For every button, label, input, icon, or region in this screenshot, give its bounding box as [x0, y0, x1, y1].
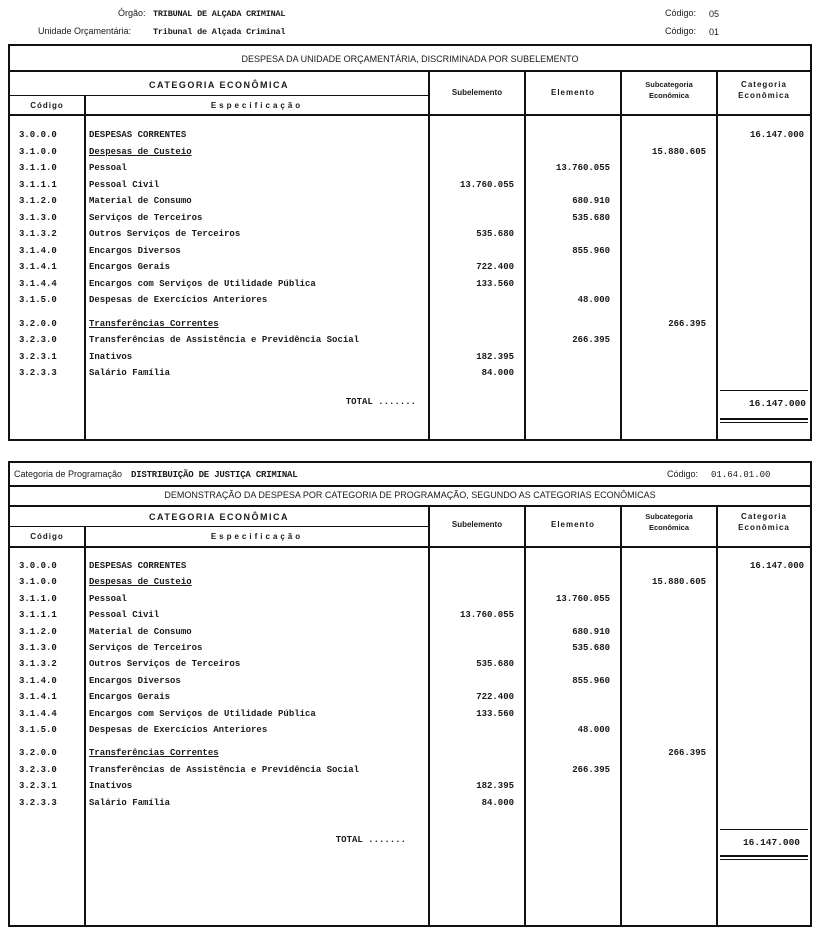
elemento-header: Elemento [550, 88, 595, 97]
row-subelemento: 182.395 [476, 781, 514, 792]
row-elemento: 680.910 [572, 626, 610, 637]
row-specification: Pessoal [89, 163, 127, 173]
row-code: 3.2.3.0 [19, 335, 57, 345]
row-elemento: 535.680 [572, 212, 610, 223]
orgao-label: Órgão: [118, 8, 146, 18]
row-subelemento: 84.000 [481, 368, 514, 378]
table-row [10, 627, 810, 643]
table-row [10, 279, 810, 295]
row-subelemento: 133.560 [476, 278, 514, 289]
row-code: 3.2.3.0 [19, 764, 57, 775]
row-specification: Despesas de Exercícios Anteriores [89, 725, 268, 735]
row-subelemento: 84.000 [481, 797, 514, 808]
table-row [10, 692, 810, 708]
codigo-unidade: 01 [709, 27, 720, 37]
total-label: TOTAL ....... [345, 397, 416, 407]
block1-title: DESPESA DA UNIDADE ORÇAMENTÁRIA, DISCRIMINADA POR SUBELEMENTO [241, 54, 579, 64]
row-specification: Pessoal Civil [89, 179, 160, 190]
row-specification: Encargos Diversos [89, 675, 181, 686]
despesa-por-categoria-table [8, 461, 812, 927]
table-row [10, 748, 810, 764]
table-row [10, 229, 810, 245]
categoria-header-2: Categoria Econômica [738, 512, 790, 532]
row-specification: DESPESAS CORRENTES [89, 561, 187, 571]
row-code: 3.2.0.0 [19, 318, 57, 329]
row-elemento: 266.395 [572, 764, 610, 775]
row-code: 3.1.1.0 [19, 163, 57, 173]
table-row [10, 725, 810, 741]
row-subcategoria: 15.880.605 [651, 146, 706, 157]
row-specification: Encargos Gerais [89, 262, 171, 272]
table-row [10, 295, 810, 311]
row-code: 3.1.0.0 [19, 577, 57, 588]
row-subelemento: 13.760.055 [459, 179, 514, 190]
unidade-label: Unidade Orçamentária: [38, 26, 132, 36]
row-code: 3.1.5.0 [19, 295, 57, 305]
row-subelemento: 133.560 [476, 708, 514, 719]
row-code: 3.2.3.1 [19, 351, 57, 362]
row-code: 3.2.0.0 [19, 748, 57, 759]
total-value-2: 16.147.000 [742, 837, 800, 848]
table-row [10, 319, 810, 335]
row-subcategoria: 15.880.605 [651, 577, 706, 588]
row-elemento: 680.910 [572, 196, 610, 206]
row-specification: Outros Serviços de Terceiros [89, 229, 241, 239]
subelemento-header-2: Subelemento [451, 520, 503, 529]
table-row [10, 262, 810, 278]
row-elemento: 266.395 [572, 335, 610, 345]
row-code: 3.1.4.4 [19, 278, 57, 289]
row-subelemento: 535.680 [476, 229, 514, 239]
row-code: 3.1.4.1 [19, 262, 57, 272]
row-specification: Encargos com Serviços de Utilidade Pública [89, 278, 316, 289]
categoria-economica-header: CATEGORIA ECONÔMICA [149, 80, 289, 90]
table-row [10, 147, 810, 163]
row-specification: Serviços de Terceiros [89, 212, 203, 223]
row-code: 3.1.4.1 [19, 692, 57, 703]
categoria-programacao-label: Categoria de Programação [14, 469, 123, 479]
table-row [10, 368, 810, 384]
row-code: 3.1.3.0 [19, 643, 57, 653]
table-row [10, 335, 810, 351]
row-specification: Pessoal [89, 593, 127, 604]
row-code: 3.2.3.3 [19, 368, 57, 378]
especificacao-header: Especificação [210, 101, 304, 110]
row-subelemento: 13.760.055 [459, 610, 514, 621]
row-specification: Serviços de Terceiros [89, 643, 203, 653]
table-row [10, 610, 810, 626]
table-row [10, 643, 810, 659]
row-specification: Salário Família [89, 797, 171, 808]
row-specification: Encargos Diversos [89, 245, 181, 256]
subcategoria-header: Subcategoria Econômica [645, 80, 693, 100]
table-row [10, 180, 810, 196]
table-row [10, 213, 810, 229]
table-row [10, 676, 810, 692]
row-specification: Material de Consumo [89, 196, 192, 206]
orgao-value: TRIBUNAL DE ALÇADA CRIMINAL [153, 9, 286, 19]
subelemento-header: Subelemento [451, 88, 503, 97]
row-elemento: 535.680 [572, 643, 610, 653]
row-code: 3.1.1.0 [19, 593, 57, 604]
row-code: 3.1.5.0 [19, 725, 57, 735]
row-code: 3.2.3.3 [19, 797, 57, 808]
elemento-header-2: Elemento [550, 520, 595, 529]
row-specification: Pessoal Civil [89, 610, 160, 621]
codigo-label-3: Código: [667, 469, 699, 479]
row-specification: Inativos [89, 351, 133, 362]
row-specification: Encargos Gerais [89, 692, 171, 703]
total-label-2: TOTAL ....... [335, 835, 406, 845]
row-specification: Inativos [89, 781, 133, 792]
row-specification: Salário Família [89, 368, 171, 378]
row-code: 3.1.1.1 [19, 610, 57, 621]
codigo-orgao: 05 [709, 9, 720, 19]
categoria-header: Categoria Econômica [738, 80, 790, 100]
row-code: 3.1.3.2 [19, 229, 57, 239]
row-specification: DESPESAS CORRENTES [89, 130, 187, 140]
row-specification: Outros Serviços de Terceiros [89, 659, 241, 670]
row-code: 3.1.1.1 [19, 179, 57, 190]
row-code: 3.1.4.0 [19, 675, 57, 686]
subcategoria-header-2: Subcategoria Econômica [645, 512, 693, 532]
row-categoria: 16.147.000 [749, 130, 804, 140]
codigo-label-2: Código: [665, 26, 697, 36]
codigo-header: Código [30, 101, 64, 110]
row-subcategoria: 266.395 [668, 748, 706, 759]
table-row [10, 798, 810, 814]
row-specification: Material de Consumo [89, 626, 192, 637]
table-row [10, 561, 810, 577]
row-specification: Encargos com Serviços de Utilidade Pública [89, 708, 316, 719]
row-specification: Transferências Correntes [89, 748, 219, 759]
table-row [10, 709, 810, 725]
row-specification: Despesas de Custeio [89, 146, 192, 157]
row-elemento: 13.760.055 [555, 593, 610, 604]
row-code: 3.1.3.0 [19, 212, 57, 223]
row-code: 3.2.3.1 [19, 781, 57, 792]
codigo-label-1: Código: [665, 8, 697, 18]
row-subcategoria: 266.395 [668, 318, 706, 329]
especificacao-header-2: Especificação [210, 532, 304, 541]
row-code: 3.0.0.0 [19, 561, 57, 571]
table-row [10, 246, 810, 262]
row-code: 3.0.0.0 [19, 130, 57, 140]
table-row [10, 163, 810, 179]
row-code: 3.1.0.0 [19, 146, 57, 157]
categoria-economica-header-2: CATEGORIA ECONÔMICA [149, 512, 289, 522]
table-row [10, 577, 810, 593]
table-row [10, 130, 810, 146]
row-code: 3.1.2.0 [19, 626, 57, 637]
codigo-header-2: Código [30, 532, 64, 541]
row-categoria: 16.147.000 [749, 561, 804, 571]
despesa-por-subelemento-table [8, 44, 812, 441]
row-code: 3.1.2.0 [19, 196, 57, 206]
table-row [10, 594, 810, 610]
table-row [10, 352, 810, 368]
row-code: 3.1.4.0 [19, 245, 57, 256]
row-specification: Transferências de Assistência e Previdência Social [89, 764, 360, 775]
row-subelemento: 722.400 [476, 262, 514, 272]
row-elemento: 855.960 [572, 675, 610, 686]
row-elemento: 855.960 [572, 245, 610, 256]
row-specification: Despesas de Exercícios Anteriores [89, 295, 268, 305]
codigo-programacao: 01.64.01.00 [711, 470, 771, 480]
table-row [10, 196, 810, 212]
row-specification: Transferências Correntes [89, 318, 219, 329]
row-subelemento: 722.400 [476, 692, 514, 703]
total-value: 16.147.000 [748, 398, 806, 409]
block2-title: DEMONSTRAÇÃO DA DESPESA POR CATEGORIA DE PROGRAMAÇÃO, SEGUNDO AS CATEGORIAS ECONÔMICAS [164, 490, 656, 500]
row-specification: Despesas de Custeio [89, 577, 192, 588]
row-specification: Transferências de Assistência e Previdência Social [89, 335, 360, 345]
row-elemento: 48.000 [577, 295, 610, 305]
table-row [10, 659, 810, 675]
row-subelemento: 535.680 [476, 659, 514, 670]
table-row [10, 765, 810, 781]
row-subelemento: 182.395 [476, 351, 514, 362]
row-code: 3.1.3.2 [19, 659, 57, 670]
categoria-programacao-value: DISTRIBUIÇÃO DE JUSTIÇA CRIMINAL [131, 470, 298, 480]
table-row [10, 781, 810, 797]
row-code: 3.1.4.4 [19, 708, 57, 719]
row-elemento: 13.760.055 [555, 163, 610, 173]
unidade-value: Tribunal de Alçada Criminal [153, 27, 286, 37]
row-elemento: 48.000 [577, 725, 610, 735]
